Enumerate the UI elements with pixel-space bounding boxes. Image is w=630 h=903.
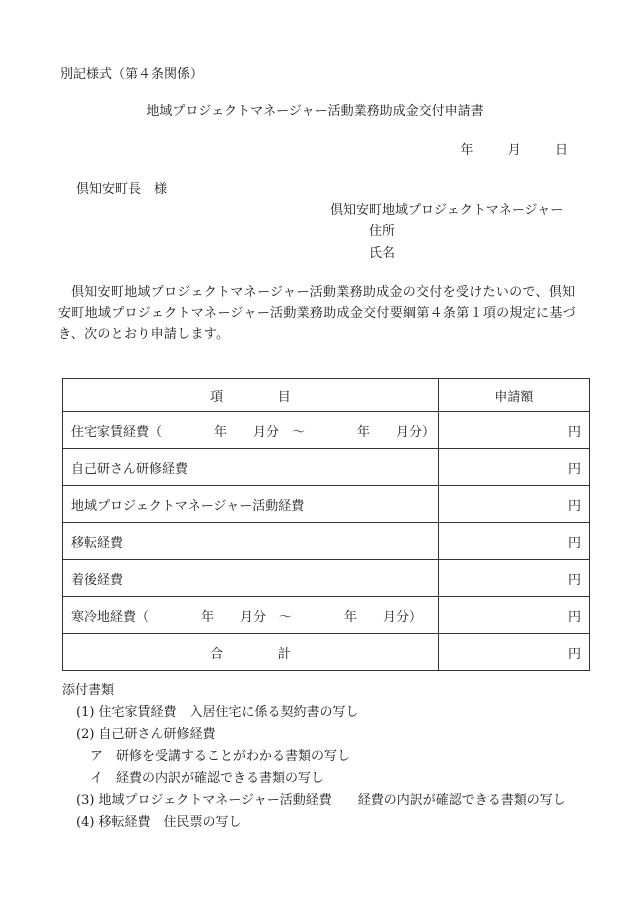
sender-name-label: 氏名 <box>369 246 396 261</box>
sender-organization: 倶知安町地域プロジェクトマネージャー <box>330 203 564 218</box>
table-total-row <box>63 634 590 671</box>
date-line <box>460 143 568 159</box>
application-body-text: 倶知安町地域プロジェクトマネージャー活動業務助成金の交付を受けたいので、倶知安町地域プロジェクトマネージャー活動業務助成金交付要綱第４条第１項の規定に基づき、次のとおり申請します。 <box>58 285 576 342</box>
header-item: 項 目 <box>63 379 439 412</box>
list-item: (3) 地域プロジェクトマネージャー活動経費 経費の内訳が確認できる書類の写し <box>76 793 566 808</box>
date-year-label: 年 <box>460 143 474 158</box>
row-amount[interactable]: 円 <box>438 412 589 449</box>
attachments-list <box>76 705 566 837</box>
table-header-row <box>63 379 590 412</box>
list-item: イ 経費の内訳が確認できる書類の写し <box>90 771 325 786</box>
table-row <box>63 597 590 634</box>
document-title: 地域プロジェクトマネージャー活動業務助成金交付申請書 <box>146 104 484 119</box>
sender-address-label: 住所 <box>369 224 396 239</box>
row-item: 住宅家賃経費（ 年 月分 ～ 年 月分） <box>63 412 439 449</box>
addressee: 倶知安町長 様 <box>76 182 168 197</box>
row-item: 着後経費 <box>63 560 439 597</box>
row-item: 移転経費 <box>63 523 439 560</box>
row-item: 自己研さん研修経費 <box>63 449 439 486</box>
row-amount[interactable]: 円 <box>438 560 589 597</box>
attachments-title: 添付書類 <box>62 683 115 698</box>
date-month-label: 月 <box>507 143 521 158</box>
header-amount: 申請額 <box>438 379 589 412</box>
row-item: 地域プロジェクトマネージャー活動経費 <box>63 486 439 523</box>
list-item: (4) 移転経費 住民票の写し <box>76 815 242 830</box>
expense-table <box>62 378 590 671</box>
table-row <box>63 486 590 523</box>
row-amount[interactable]: 円 <box>438 597 589 634</box>
list-item: (2) 自己研さん研修経費 <box>76 727 216 742</box>
row-item: 寒冷地経費（ 年 月分 ～ 年 月分） <box>63 597 439 634</box>
row-amount[interactable]: 円 <box>438 523 589 560</box>
table-row <box>63 412 590 449</box>
table-row <box>63 449 590 486</box>
date-day-label: 日 <box>554 143 568 158</box>
list-item: (1) 住宅家賃経費 入居住宅に係る契約書の写し <box>76 705 359 720</box>
row-amount[interactable]: 円 <box>438 486 589 523</box>
table-row <box>63 523 590 560</box>
table-row <box>63 560 590 597</box>
list-item: ア 研修を受講することがわかる書類の写し <box>90 749 351 764</box>
row-amount[interactable]: 円 <box>438 449 589 486</box>
total-label: 合 計 <box>63 634 439 671</box>
total-amount[interactable]: 円 <box>438 634 589 671</box>
form-label: 別記様式（第４条関係） <box>60 67 204 82</box>
